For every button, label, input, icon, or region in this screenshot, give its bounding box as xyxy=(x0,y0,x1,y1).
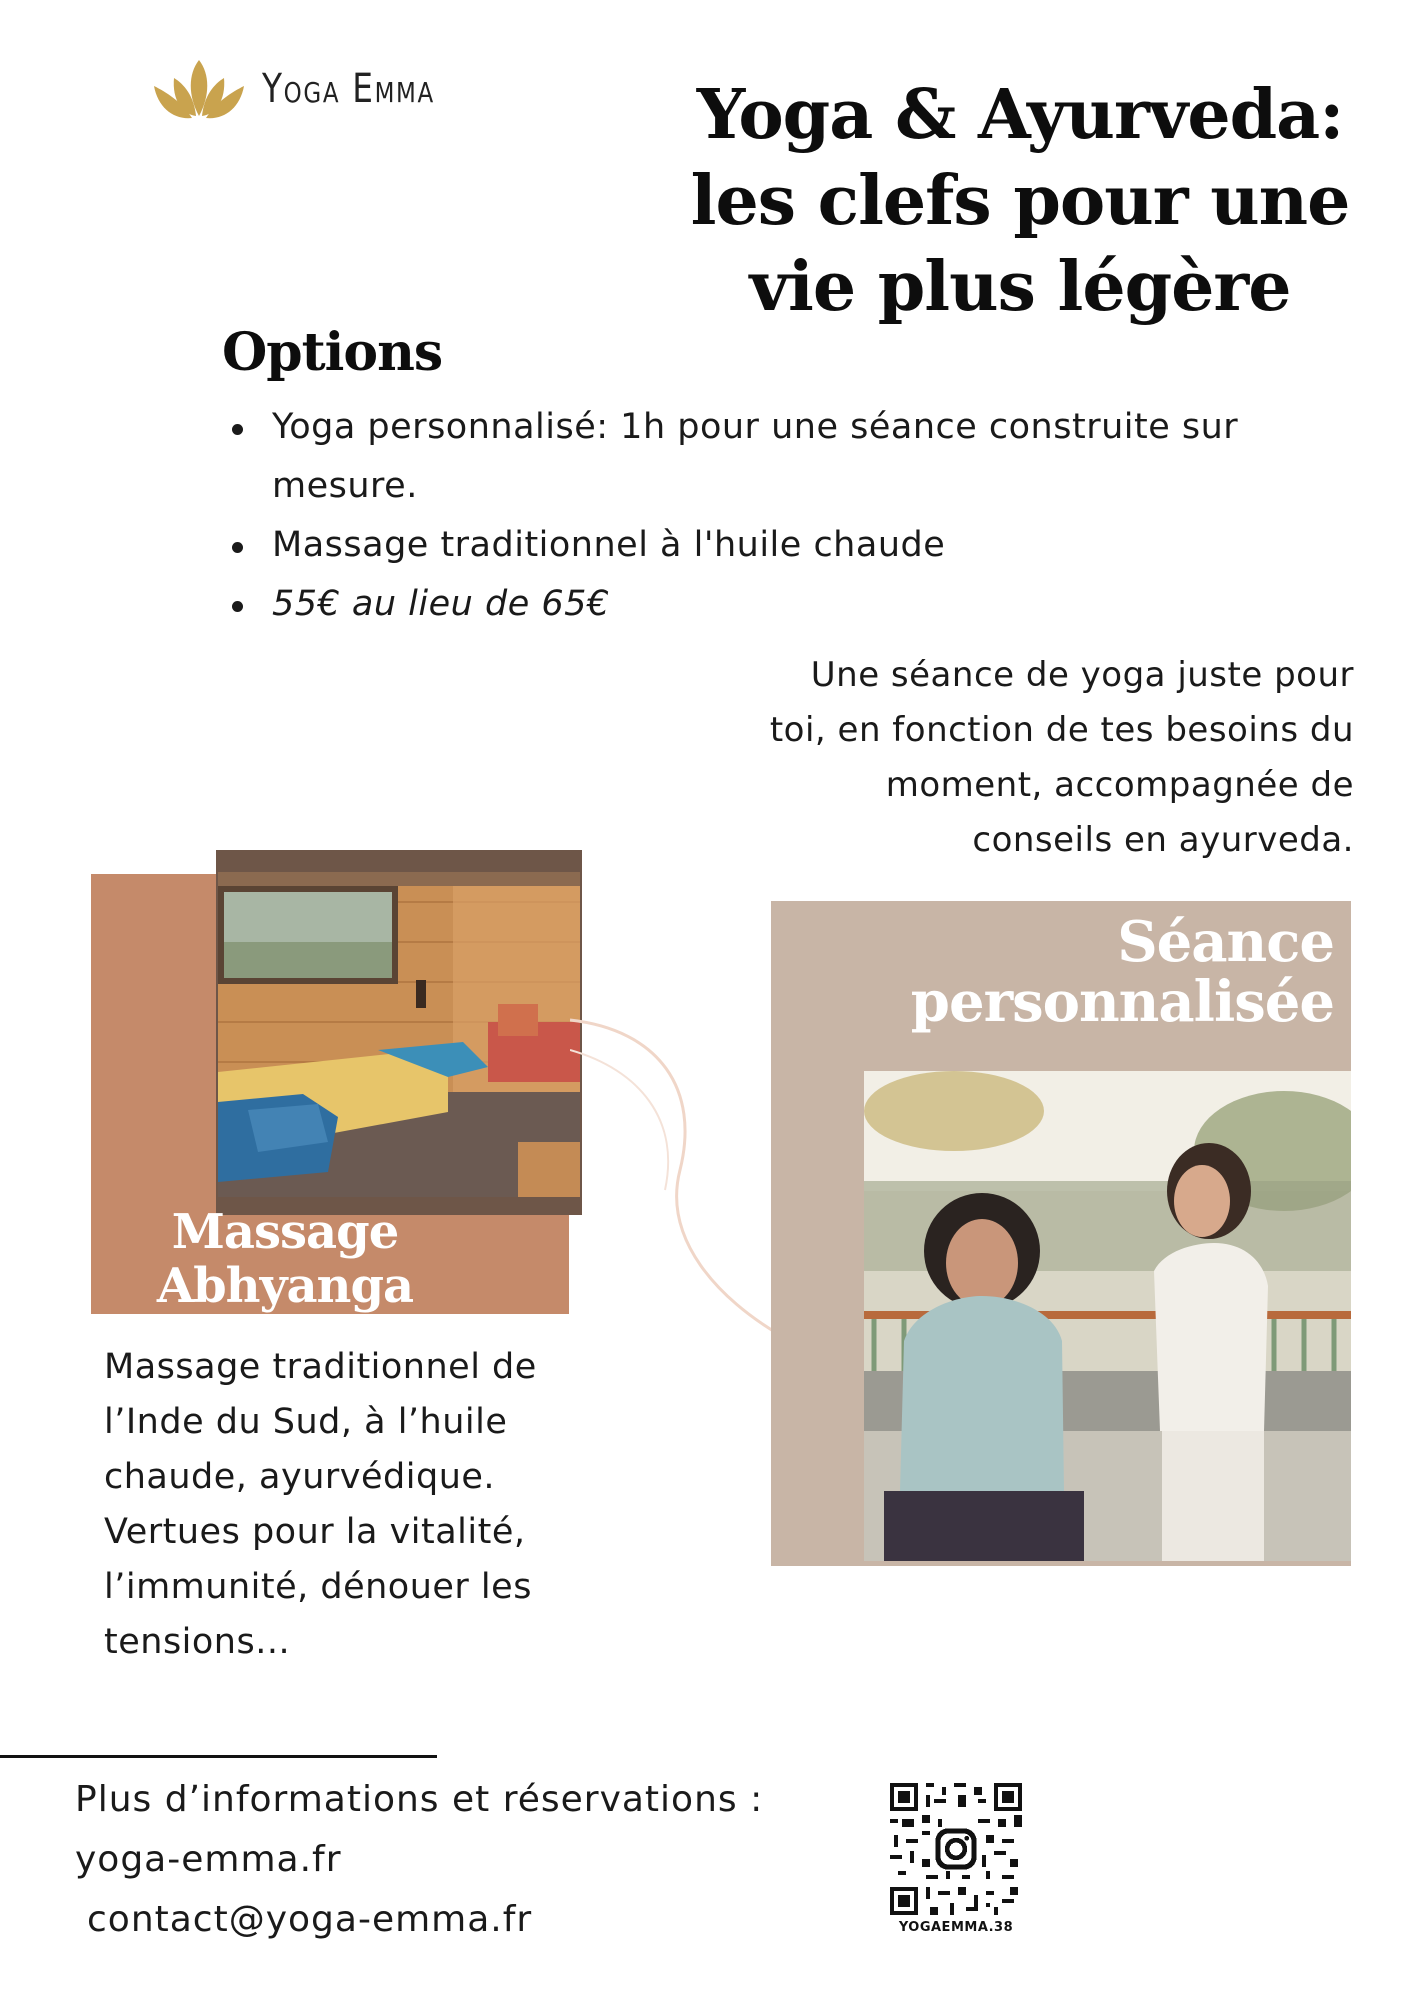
massage-title-line: Abhyanga xyxy=(156,1258,414,1314)
massage-title xyxy=(140,1205,430,1313)
email-link[interactable]: contact@yoga-emma.fr xyxy=(87,1899,533,1940)
title-line: les clefs pour une xyxy=(690,161,1350,241)
seance-title xyxy=(910,909,1334,1035)
list-item: Yoga personnalisé: 1h pour une séance construite sur mesure. xyxy=(232,398,1322,516)
title-line: vie plus légère xyxy=(749,247,1291,327)
brand-logo xyxy=(152,54,473,124)
contact-block xyxy=(75,1770,763,1950)
options-heading: Options xyxy=(222,322,443,383)
seance-title-line: Séance xyxy=(1117,909,1334,975)
massage-description: Massage traditionnel de l’Inde du Sud, à l’huile chaude, ayurvédique. Vertues pour la vitalité, l’immunité, dénouer les tensions... xyxy=(104,1347,537,1662)
title-line: Yoga & Ayurveda: xyxy=(696,75,1344,155)
brand-name: Yoga Emma xyxy=(262,66,435,112)
massage-title-line: Massage xyxy=(171,1204,399,1260)
decorative-curve xyxy=(570,1010,790,1340)
qr-label: YOGAEMMA.38 xyxy=(898,1920,1014,1935)
massage-room-photo xyxy=(218,872,580,1197)
seance-description: Une séance de yoga juste pour toi, en fonction de tes besoins du moment, accompagnée de conseils en ayurveda. xyxy=(769,655,1354,860)
lotus-icon xyxy=(152,56,246,122)
qr-code[interactable] xyxy=(890,1783,1022,1915)
list-item: Massage traditionnel à l'huile chaude xyxy=(232,516,1322,575)
seance-title-line: personnalisée xyxy=(910,969,1334,1035)
options-list xyxy=(232,398,1322,634)
contact-label: Plus d’informations et réservations : xyxy=(75,1779,764,1820)
divider xyxy=(0,1755,437,1758)
price-item: 55€ au lieu de 65€ xyxy=(232,575,1322,634)
page-title xyxy=(640,72,1400,330)
yoga-session-photo xyxy=(864,1071,1351,1561)
website-link[interactable]: yoga-emma.fr xyxy=(75,1839,342,1880)
